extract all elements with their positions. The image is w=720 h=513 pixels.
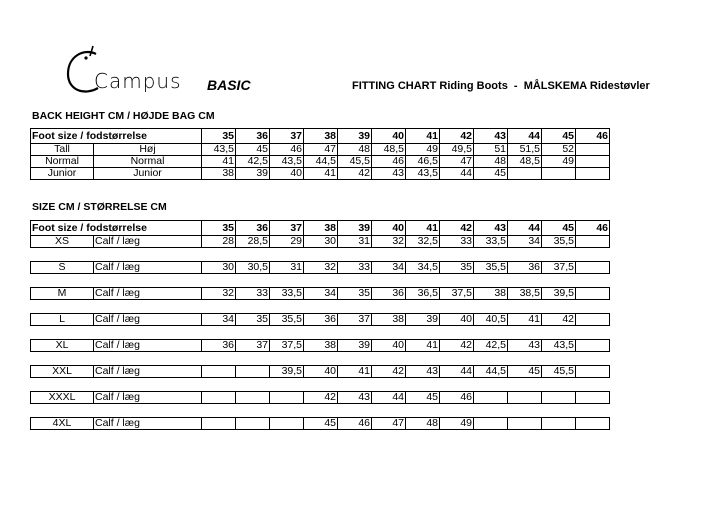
- value-cell: 43,5: [202, 144, 236, 156]
- value-cell: 49: [542, 156, 576, 168]
- value-cell: 47: [304, 144, 338, 156]
- value-cell: 32: [372, 236, 406, 248]
- value-cell: 41: [406, 340, 440, 352]
- value-cell: 38: [474, 288, 508, 300]
- foot-size-label: Foot size / fodstørrelse: [31, 129, 202, 144]
- row-label: S: [31, 262, 94, 274]
- value-cell: [202, 366, 236, 378]
- value-cell: 35,5: [474, 262, 508, 274]
- value-cell: [236, 392, 270, 404]
- value-cell: 35,5: [270, 314, 304, 326]
- value-cell: 38: [202, 168, 236, 180]
- value-cell: 46,5: [406, 156, 440, 168]
- value-cell: 49: [406, 144, 440, 156]
- row-label: XXXL: [31, 392, 94, 404]
- value-cell: [270, 418, 304, 430]
- value-cell: 34,5: [406, 262, 440, 274]
- value-cell: 43,5: [542, 340, 576, 352]
- value-cell: [576, 340, 610, 352]
- value-cell: 30: [202, 262, 236, 274]
- value-cell: [576, 366, 610, 378]
- row-label: 4XL: [31, 418, 94, 430]
- size-header-cell: 44: [508, 221, 542, 236]
- row-sublabel: Calf / læg: [94, 314, 202, 326]
- row-sublabel: Calf / læg: [94, 366, 202, 378]
- value-cell: 33: [236, 288, 270, 300]
- value-cell: 45: [236, 144, 270, 156]
- value-cell: [508, 392, 542, 404]
- value-cell: 34: [304, 288, 338, 300]
- value-cell: 35: [440, 262, 474, 274]
- size-title: SIZE CM / STØRRELSE CM: [32, 201, 167, 213]
- value-cell: 34: [372, 262, 406, 274]
- value-cell: [576, 314, 610, 326]
- row-label: M: [31, 288, 94, 300]
- row-label: XS: [31, 236, 94, 248]
- table-row: [31, 288, 610, 300]
- size-header-cell: 35: [202, 129, 236, 144]
- value-cell: 45,5: [542, 366, 576, 378]
- foot-size-label: Foot size / fodstørrelse: [31, 221, 202, 236]
- value-cell: [542, 392, 576, 404]
- size-header-cell: 37: [270, 221, 304, 236]
- table-row: [31, 156, 610, 168]
- value-cell: [576, 144, 610, 156]
- value-cell: 43: [406, 366, 440, 378]
- row-gap: [31, 378, 610, 392]
- value-cell: 39,5: [270, 366, 304, 378]
- table-row: [31, 262, 610, 274]
- row-sublabel: Calf / læg: [94, 340, 202, 352]
- value-cell: 31: [270, 262, 304, 274]
- size-header-cell: 36: [236, 129, 270, 144]
- value-cell: 36: [372, 288, 406, 300]
- back-height-title: BACK HEIGHT CM / HØJDE BAG CM: [32, 110, 215, 122]
- value-cell: 35,5: [542, 236, 576, 248]
- size-header-cell: 44: [508, 129, 542, 144]
- value-cell: 42: [304, 392, 338, 404]
- value-cell: 46: [440, 392, 474, 404]
- value-cell: 40: [270, 168, 304, 180]
- row-gap: [31, 300, 610, 314]
- table-row: [31, 418, 610, 430]
- size-header-cell: 40: [372, 129, 406, 144]
- value-cell: 47: [372, 418, 406, 430]
- table-row: [31, 314, 610, 326]
- value-cell: [508, 418, 542, 430]
- value-cell: [576, 156, 610, 168]
- row-sublabel: Calf / læg: [94, 288, 202, 300]
- value-cell: [576, 288, 610, 300]
- foot-size-header-row: [31, 221, 610, 236]
- size-header-cell: 39: [338, 129, 372, 144]
- value-cell: 37: [338, 314, 372, 326]
- table-row: [31, 392, 610, 404]
- size-header-cell: 43: [474, 129, 508, 144]
- size-header-cell: 42: [440, 129, 474, 144]
- value-cell: 37,5: [270, 340, 304, 352]
- value-cell: 45: [508, 366, 542, 378]
- table-row: [31, 366, 610, 378]
- value-cell: 40,5: [474, 314, 508, 326]
- size-table: [30, 220, 610, 430]
- value-cell: [202, 418, 236, 430]
- value-cell: 41: [338, 366, 372, 378]
- value-cell: 43: [508, 340, 542, 352]
- value-cell: 41: [508, 314, 542, 326]
- row-label: XXL: [31, 366, 94, 378]
- value-cell: 36: [202, 340, 236, 352]
- value-cell: [576, 418, 610, 430]
- value-cell: 37,5: [542, 262, 576, 274]
- size-header-cell: 46: [576, 221, 610, 236]
- value-cell: 39: [406, 314, 440, 326]
- value-cell: 40: [304, 366, 338, 378]
- value-cell: 34: [508, 236, 542, 248]
- value-cell: 31: [338, 236, 372, 248]
- row-gap: [31, 274, 610, 288]
- size-header-cell: 37: [270, 129, 304, 144]
- size-header-cell: 36: [236, 221, 270, 236]
- row-sublabel: Høj: [94, 144, 202, 156]
- value-cell: 38,5: [508, 288, 542, 300]
- value-cell: 49: [440, 418, 474, 430]
- table-row: [31, 340, 610, 352]
- value-cell: [202, 392, 236, 404]
- value-cell: 48: [406, 418, 440, 430]
- value-cell: [542, 418, 576, 430]
- document-title: FITTING CHART Riding Boots - MÅLSKEMA Ridestøvler: [352, 80, 650, 92]
- value-cell: 49,5: [440, 144, 474, 156]
- value-cell: 42: [440, 340, 474, 352]
- value-cell: 33: [440, 236, 474, 248]
- value-cell: 33,5: [270, 288, 304, 300]
- value-cell: 33: [338, 262, 372, 274]
- value-cell: 32: [202, 288, 236, 300]
- row-label: L: [31, 314, 94, 326]
- row-sublabel: Junior: [94, 168, 202, 180]
- value-cell: 36,5: [406, 288, 440, 300]
- value-cell: [270, 392, 304, 404]
- value-cell: 46: [270, 144, 304, 156]
- value-cell: 44: [372, 392, 406, 404]
- campus-logo: [66, 44, 186, 100]
- row-gap: [31, 248, 610, 262]
- row-label: XL: [31, 340, 94, 352]
- row-sublabel: Calf / læg: [94, 392, 202, 404]
- row-gap: [31, 326, 610, 340]
- foot-size-header-row: [31, 129, 610, 144]
- value-cell: [236, 366, 270, 378]
- value-cell: 38: [304, 340, 338, 352]
- table-row: [31, 144, 610, 156]
- value-cell: 28: [202, 236, 236, 248]
- basic-label: BASIC: [207, 77, 251, 93]
- value-cell: 44: [440, 168, 474, 180]
- value-cell: [542, 168, 576, 180]
- value-cell: 36: [304, 314, 338, 326]
- value-cell: 43,5: [406, 168, 440, 180]
- row-label: Junior: [31, 168, 94, 180]
- value-cell: [576, 168, 610, 180]
- value-cell: 39,5: [542, 288, 576, 300]
- value-cell: 28,5: [236, 236, 270, 248]
- size-header-cell: 45: [542, 221, 576, 236]
- value-cell: 36: [508, 262, 542, 274]
- value-cell: 48,5: [508, 156, 542, 168]
- size-header-cell: 35: [202, 221, 236, 236]
- value-cell: 42: [372, 366, 406, 378]
- size-header-cell: 43: [474, 221, 508, 236]
- size-header-cell: 38: [304, 129, 338, 144]
- row-gap: [31, 404, 610, 418]
- value-cell: 34: [202, 314, 236, 326]
- value-cell: 37,5: [440, 288, 474, 300]
- value-cell: 39: [338, 340, 372, 352]
- table-row: [31, 236, 610, 248]
- value-cell: 30,5: [236, 262, 270, 274]
- value-cell: 33,5: [474, 236, 508, 248]
- value-cell: 45: [474, 168, 508, 180]
- value-cell: 51,5: [508, 144, 542, 156]
- value-cell: 32,5: [406, 236, 440, 248]
- value-cell: 42,5: [474, 340, 508, 352]
- size-header-cell: 41: [406, 129, 440, 144]
- row-sublabel: Calf / læg: [94, 418, 202, 430]
- value-cell: 29: [270, 236, 304, 248]
- size-header-cell: 41: [406, 221, 440, 236]
- value-cell: 43,5: [270, 156, 304, 168]
- size-header-cell: 39: [338, 221, 372, 236]
- size-header-cell: 40: [372, 221, 406, 236]
- value-cell: 41: [202, 156, 236, 168]
- size-header-cell: 46: [576, 129, 610, 144]
- value-cell: [576, 262, 610, 274]
- value-cell: 44: [440, 366, 474, 378]
- value-cell: 48: [338, 144, 372, 156]
- value-cell: 48: [474, 156, 508, 168]
- value-cell: 41: [304, 168, 338, 180]
- back-height-table: [30, 128, 610, 180]
- value-cell: [236, 418, 270, 430]
- value-cell: 42,5: [236, 156, 270, 168]
- row-sublabel: Calf / læg: [94, 262, 202, 274]
- value-cell: [576, 236, 610, 248]
- value-cell: 43: [372, 168, 406, 180]
- row-gap: [31, 352, 610, 366]
- value-cell: 32: [304, 262, 338, 274]
- logo-text: Campus: [94, 69, 182, 93]
- value-cell: [508, 168, 542, 180]
- value-cell: 47: [440, 156, 474, 168]
- row-sublabel: Normal: [94, 156, 202, 168]
- table-row: [31, 168, 610, 180]
- value-cell: 40: [372, 340, 406, 352]
- row-sublabel: Calf / læg: [94, 236, 202, 248]
- value-cell: 39: [236, 168, 270, 180]
- value-cell: 37: [236, 340, 270, 352]
- value-cell: 35: [338, 288, 372, 300]
- value-cell: 44,5: [304, 156, 338, 168]
- value-cell: 43: [338, 392, 372, 404]
- size-header-cell: 45: [542, 129, 576, 144]
- value-cell: 52: [542, 144, 576, 156]
- value-cell: 42: [542, 314, 576, 326]
- value-cell: 35: [236, 314, 270, 326]
- value-cell: [474, 392, 508, 404]
- value-cell: 45,5: [338, 156, 372, 168]
- value-cell: 44,5: [474, 366, 508, 378]
- value-cell: [474, 418, 508, 430]
- value-cell: 46: [338, 418, 372, 430]
- value-cell: 51: [474, 144, 508, 156]
- value-cell: 42: [338, 168, 372, 180]
- value-cell: 40: [440, 314, 474, 326]
- value-cell: 46: [372, 156, 406, 168]
- row-label: Normal: [31, 156, 94, 168]
- value-cell: [576, 392, 610, 404]
- value-cell: 38: [372, 314, 406, 326]
- row-label: Tall: [31, 144, 94, 156]
- size-header-cell: 42: [440, 221, 474, 236]
- value-cell: 30: [304, 236, 338, 248]
- size-header-cell: 38: [304, 221, 338, 236]
- value-cell: 45: [304, 418, 338, 430]
- value-cell: 48,5: [372, 144, 406, 156]
- value-cell: 45: [406, 392, 440, 404]
